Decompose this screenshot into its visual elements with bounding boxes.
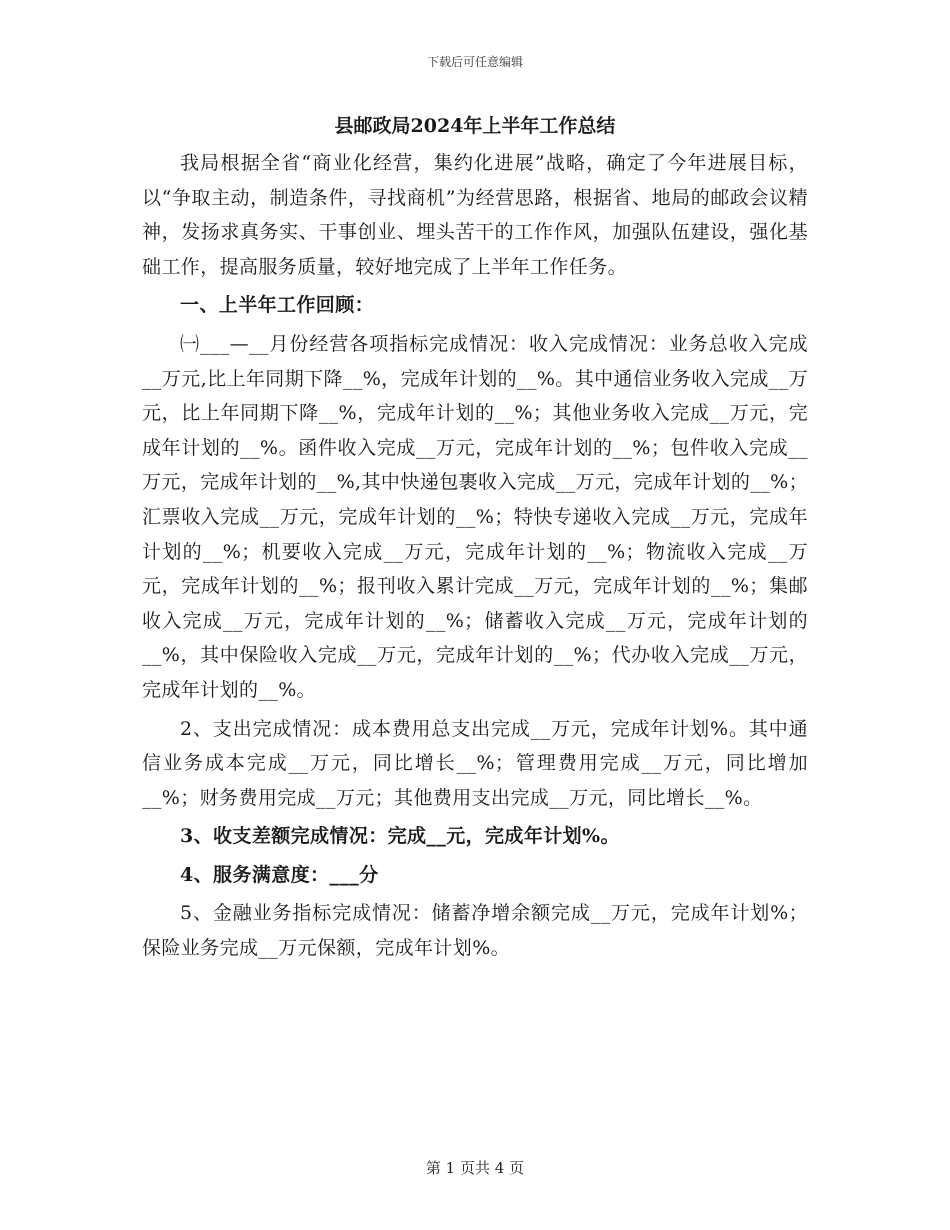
page-number: 第 1 页共 4 页 — [425, 1159, 525, 1177]
intro-paragraph: 我局根据全省“商业化经营，集约化进展”战略，确定了今年进展目标，以“争取主动，制造条件，寻找商机”为经营思路，根据省、地局的邮政会议精神，发扬求真务实、干事创业、埋头苦干的工作作风，加强队伍建设，强化基础工作，提高服务质量，较好地完成了上半年工作任务。 — [142, 152, 808, 278]
document-title: 县邮政局2024年上半年工作总结 — [334, 115, 616, 137]
page-header-note: 下载后可任意编辑 — [426, 55, 523, 69]
income-paragraph: ㈠___—__月份经营各项指标完成情况：收入完成情况：业务总收入完成__万元,比上年同期下降__%，完成年计划的__%。其中通信业务收入完成__万元，比上年同期下降__%，完成年计划的__%；其他业务收入完成__万元，完成年计划的__%。函件收入完成__万元，完成年计划的__%；包件收入完成__万元，完成年计划的__%,其中快递包裹收入完成__万元，完成年计划的__%；汇票收入完成__万元，完成年计划的__%；特快专递收入完成__万元，完成年计划的__%；机要收入完成__万元，完成年计划的__%；物流收入完成__万元，完成年计划的__%；报刊收入累计完成__万元，完成年计划的__%；集邮收入完成__万元，完成年计划的__%；储蓄收入完成__万元，完成年计划的__%，其中保险收入完成__万元，完成年计划的__%；代办收入完成__万元，完成年计划的__%。 — [142, 332, 808, 701]
satisfaction-paragraph: 4、服务满意度：___分 — [180, 863, 379, 886]
finance-paragraph: 5、金融业务指标完成情况：储蓄净增余额完成__万元，完成年计划%；保险业务完成__万元保额，完成年计划%。 — [142, 902, 808, 960]
section-heading-review: 一、上半年工作回顾： — [180, 294, 375, 317]
expense-paragraph: 2、支出完成情况：成本费用总支出完成__万元，完成年计划%。其中通信业务成本完成__万元，同比增长__%；管理费用完成__万元，同比增加__%；财务费用完成__万元；其他费用支出完成__万元，同比增长__%。 — [142, 717, 808, 809]
document-body — [142, 108, 808, 970]
balance-paragraph: 3、收支差额完成情况：完成__元，完成年计划%。 — [180, 825, 620, 848]
